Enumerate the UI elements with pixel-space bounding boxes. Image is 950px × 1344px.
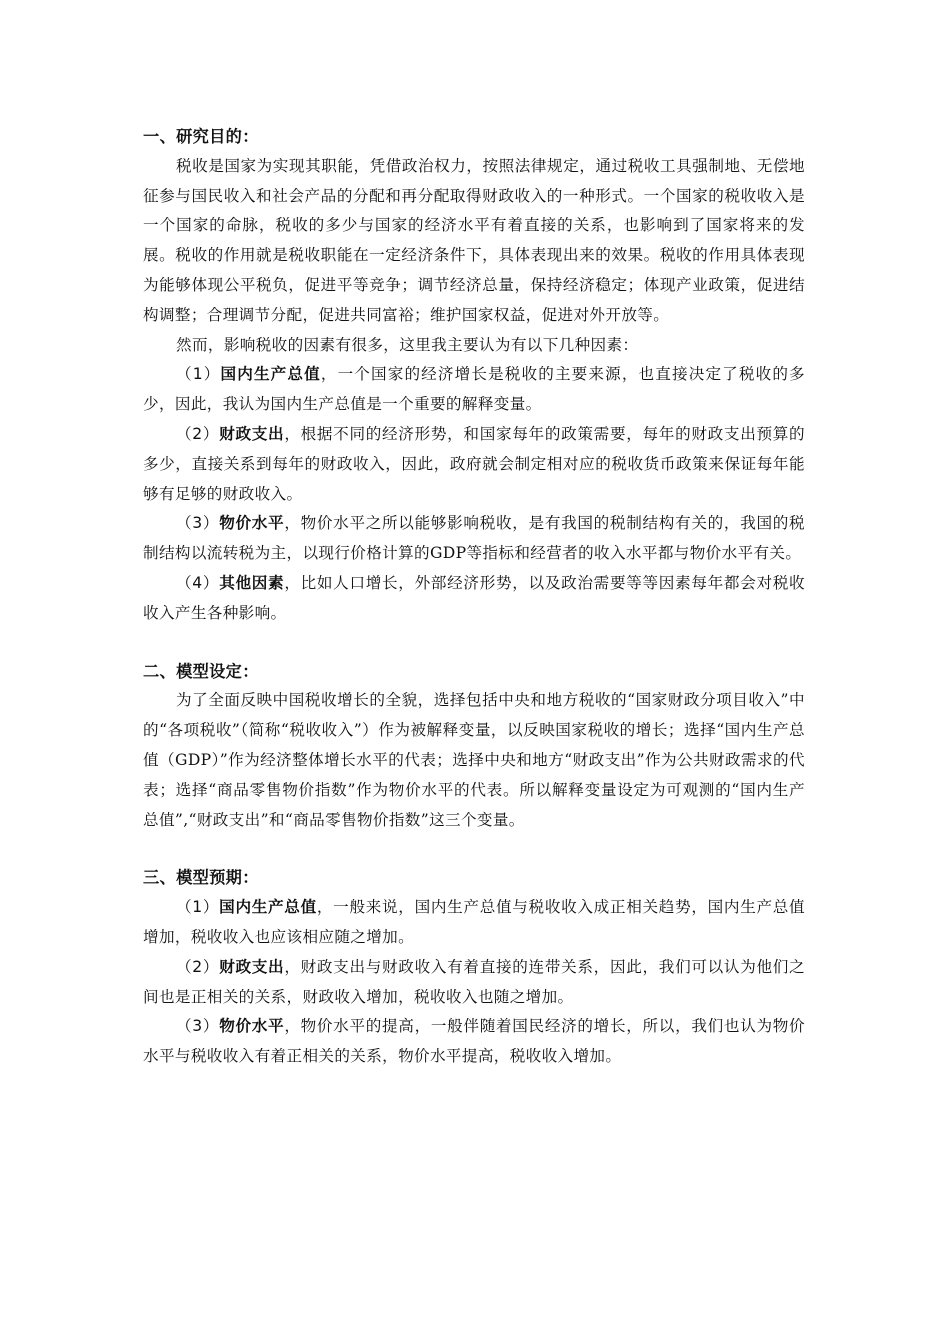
expectation-item-price-level [143,1012,805,1072]
expectation-item-gdp [143,893,805,953]
item-number: （3） [176,1017,220,1036]
item-term: 财政支出 [219,957,285,976]
item-term: 国内生产总值 [219,898,317,917]
paragraph-factors-intro: 然而，影响税收的因素有很多，这里我主要认为有以下几种因素： [176,335,639,354]
item-text: ，物价水平的提高，一般伴随着国民经济的增长，所以，我们也认为物价水平与税收收入有着正相关的关系，物价水平提高，税收收入增加。 [143,1017,806,1066]
item-number: （3） [176,514,220,533]
item-text: ，物价水平之所以能够影响税收，是有我国的税制结构有关的，我国的税制结构以流转税为主，以现行价格计算的GDP等指标和经营者的收入水平都与物价水平有关。 [143,514,806,563]
item-number: （2） [176,424,220,443]
item-text: ，一个国家的经济增长是税收的主要来源，也直接决定了税收的多少，因此，我认为国内生产总值是一个重要的解释变量。 [143,365,805,414]
factor-item-gdp [143,360,805,420]
item-term: 其他因素 [219,573,285,592]
section-heading-research-purpose: 一、研究目的： [143,127,259,146]
expectation-item-fiscal-expenditure [143,953,805,1013]
paragraph-tax-definition: 税收是国家为实现其职能，凭借政治权力，按照法律规定，通过税收工具强制地、无偿地征参与国民收入和社会产品的分配和再分配取得财政收入的一种形式。一个国家的税收收入是一个国家的命脉，税收的多少与国家的经济水平有着直接的关系，也影响到了国家将来的发展。税收的作用就是税收职能在一定经济条件下，具体表现出来的效果。税收的作用具体表现为能够体现公平税负，促进平等竞争；调节经济总量，保持经济稳定；体现产业政策，促进结构调整；合理调节分配，促进共同富裕；维护国家权益，促进对外开放等。 [143,156,805,324]
item-text: ，根据不同的经济形势，和国家每年的政策需要，每年的财政支出预算的多少，直接关系到每年的财政收入，因此，政府就会制定相对应的税收货币政策来保证每年能够有足够的财政收入。 [143,424,806,503]
item-text: ，一般来说，国内生产总值与税收收入成正相关趋势，国内生产总值增加，税收收入也应该相应随之增加。 [143,898,805,946]
item-term: 国内生产总值 [220,365,321,384]
item-number: （4） [176,573,220,592]
item-term: 物价水平 [219,514,285,533]
item-number: （1） [176,898,220,917]
document-body [143,122,805,1072]
item-term: 财政支出 [219,424,285,443]
factor-item-fiscal-expenditure [143,420,805,509]
paragraph-model-setup: 为了全面反映中国税收增长的全貌，选择包括中央和地方税收的“国家财政分项目收入”中的“各项税收”（简称“税收收入”）作为被解释变量，以反映国家税收的增长；选择“国内生产总值（GDP）”作为经济整体增长水平的代表；选择中央和地方“财政支出”作为公共财政需求的代表；选择“商品零售物价指数”作为物价水平的代表。所以解释变量设定为可观测的“国内生产总值”,“财政支出”和“商品零售物价指数”这三个变量。 [143,691,805,829]
item-number: （1） [176,365,221,384]
item-text: ，财政支出与财政收入有着直接的连带关系，因此，我们可以认为他们之间也是正相关的关系，财政收入增加，税收收入也随之增加。 [143,957,806,1006]
item-text: ，比如人口增长，外部经济形势，以及政治需要等等因素每年都会对税收收入产生各种影响。 [143,573,806,622]
section-heading-model-expectation: 三、模型预期： [143,868,259,888]
item-term: 物价水平 [219,1017,285,1036]
section-heading-model-setup: 二、模型设定： [143,661,259,681]
factor-item-price-level [143,509,805,569]
item-number: （2） [176,957,220,976]
factor-item-other [143,569,805,629]
